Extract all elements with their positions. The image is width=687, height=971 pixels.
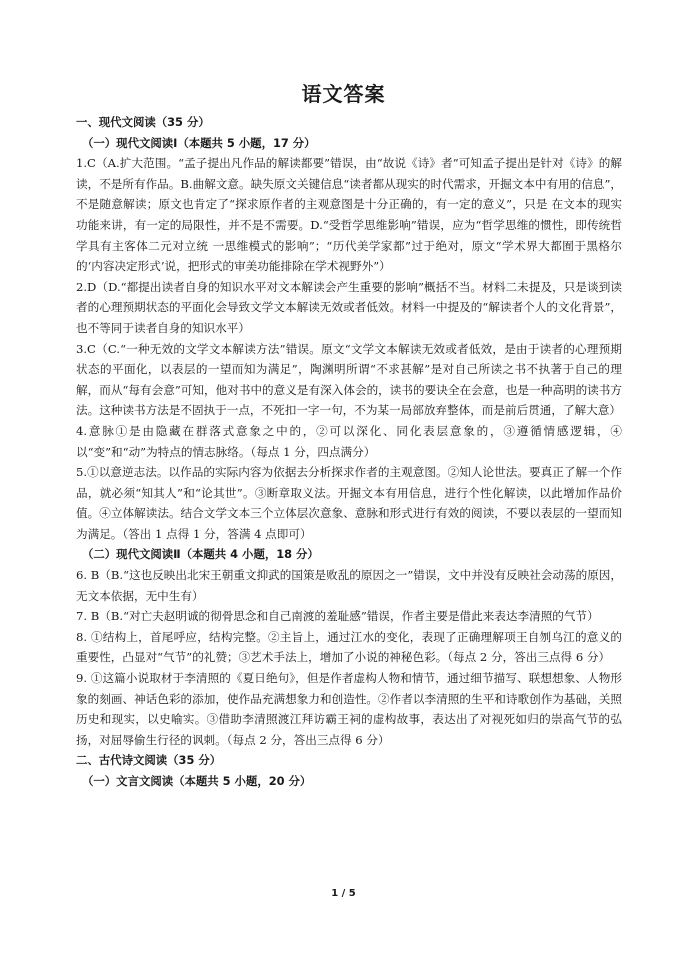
section-heading: 二、古代诗文阅读（35 分） [76,753,222,768]
page-title: 语文答案 [301,82,386,106]
answer-paragraph: 8. ①结构上，首尾呼应，结构完整。②主旨上，通过江水的变化，表现了正确理解项王自刎乌江的意义的重要性，凸显对“气节”的礼赞；③艺术手法上，增加了小说的神秘色彩。（每点 2 分，答出三点得 6 分） [76,629,622,665]
answer-paragraph: 6. B（B.“这也反映出北宋王朝重文抑武的国策是败乱的原因之一”错误，文中并没有反映社会动荡的原因，无文本依据，无中生有） [76,568,622,603]
section-heading: 一、现代文阅读（35 分） [76,115,210,129]
subsection-heading: （二）现代文阅读Ⅱ（本题共 4 小题，18 分） [82,547,319,562]
subsection-heading: （一）现代文阅读Ⅰ（本题共 5 小题，17 分） [82,135,316,150]
answer-paragraph: 3.C（C.“一种无效的文学文本解读方法”错误。原文“文学文本解读无效或者低效，是由于读者的心理预期状态的平面化，以表层的一望而知为满足”，陶渊明所谓“不求甚解”是对自己所读之书不执著于自己的理解，而从“每有会意”可知，他对书中的意义是有深入体会的，读书的要诀全在会意，也是一种高明的读书方法。这种读书方法是不固执于一点，不死扣一字一句，不为某一局部放弃整体，而是前后贯通，了解大意） [76,341,622,418]
answer-paragraph: 9. ①这篇小说取材于李清照的《夏日绝句》，但是作者虚构人物和情节，通过细节描写、联想想象、人物形象的刻画、神话色彩的添加，使作品充满想象力和创造性。②作者以李清照的生平和诗歌创作为基础，关照历史和现实，以史喻实。③借助李清照渡江拜访霸王祠的虚构故事，表达出了对视死如归的崇高气节的弘扬，对屈辱偷生行径的讽刺。（每点 2 分，答出三点得 6 分） [76,671,622,747]
subsection-heading: （一）文言文阅读（本题共 5 小题，20 分） [82,774,312,788]
answer-paragraph: 4.意脉①是由隐藏在群落式意象之中的，②可以深化、同化表层意象的，③遵循情感逻辑，④以“变”和“动”为特点的情志脉络。（每点 1 分，四点满分） [76,423,622,459]
answer-paragraph: 5.①以意逆志法。以作品的实际内容为依据去分析探求作者的主观意图。②知人论世法。要真正了解一个作品，就必须“知其人”和“论其世”。③断章取义法。开掘文本有用信息，进行个性化解读，以此增加作品价值。④立体解读法。结合文学文本三个立体层次意象、意脉和形式进行有效的阅读，不要以表层的一望而知为满足。（答出 1 点得 1 分，答满 4 点即可） [76,465,622,541]
answer-content [76,112,622,792]
answer-paragraph: 7. B（B.“对亡夫赵明诚的彻骨思念和自己南渡的羞耻感”错误，作者主要是借此来表达李清照的气节） [76,609,599,624]
answer-paragraph: 2.D（D.“都提出读者自身的知识水平对文本解读会产生重要的影响”概括不当。材料二未提及，只是谈到读者的心理预期状态的平面化会导致文学文本解读无效或者低效。材料一中提及的“解读者个人的文化背景”，也不等同于读者自身的知识水平） [76,279,622,335]
page-number: 1 / 5 [331,888,356,899]
answer-paragraph: 1.C（A.扩大范围。“孟子提出凡作品的解读都要”错误，由“故说《诗》者”可知孟子提出是针对《诗》的解读，不是所有作品。B.曲解文意。缺失原文关键信息“读者都从现实的时代需求，开掘文本中有用的信息”， 不是随意解读；原文也肯定了“探求原作者的主观意图是十分正确的，有一定的意义”，只是 在文本的现实功能来讲，有一定的局限性，并不是不需要。D.“受哲学思维影响”错误，应为“哲学思维的惯性，即传统哲学具有主客体二元对立统 一思维模式的影响”；“历代美学家都”过于绝对，原文“学术界大都囿于黑格尔的‘内容决定形式’说，把形式的审美功能排除在学术视野外”） [76,156,622,274]
